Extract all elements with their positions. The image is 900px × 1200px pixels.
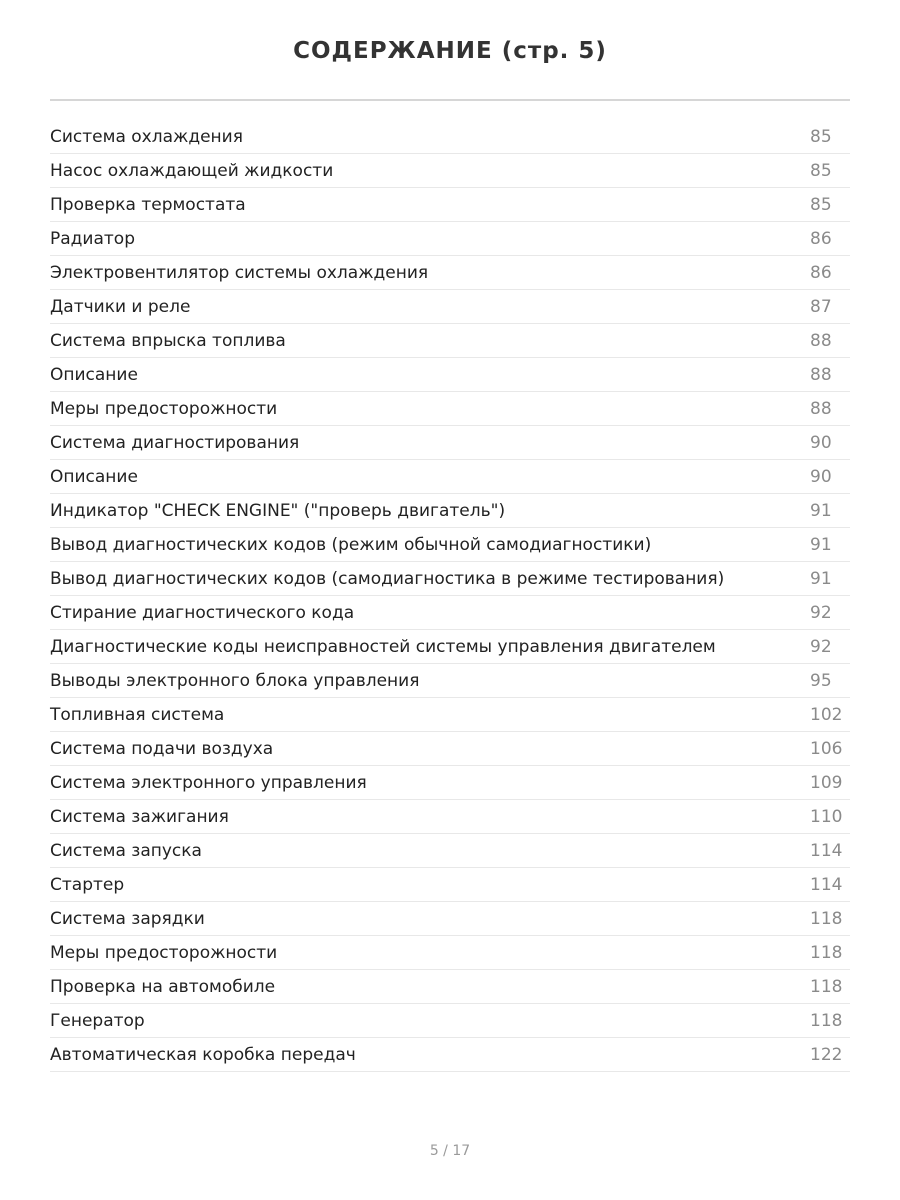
- toc-row[interactable]: [50, 902, 850, 936]
- toc-row[interactable]: [50, 460, 850, 494]
- toc-row[interactable]: [50, 256, 850, 290]
- toc-entry-title: Датчики и реле: [50, 296, 191, 317]
- toc-entry-title: Система зажигания: [50, 806, 229, 827]
- toc-page-number: 91: [810, 500, 832, 521]
- toc-row[interactable]: [50, 120, 850, 154]
- toc-page-number: 91: [810, 568, 832, 589]
- toc-row[interactable]: [50, 494, 850, 528]
- toc-row[interactable]: [50, 1004, 850, 1038]
- toc-entry-title: Система зарядки: [50, 908, 205, 929]
- page-counter: 5 / 17: [429, 1143, 471, 1159]
- toc-entry-title: Генератор: [50, 1010, 145, 1031]
- toc-page-number: 88: [810, 398, 832, 419]
- toc-entry-title: Описание: [50, 364, 138, 385]
- toc-entry-title: Проверка термостата: [50, 194, 246, 215]
- toc-entry-title: Вывод диагностических кодов (режим обычной самодиагностики): [50, 534, 652, 555]
- toc-row[interactable]: [50, 562, 850, 596]
- toc-entry-title: Проверка на автомобиле: [50, 976, 276, 997]
- toc-entry-title: Описание: [50, 466, 138, 487]
- toc-page-number: 118: [810, 976, 843, 997]
- title-divider: [50, 99, 850, 101]
- toc-page-number: 91: [810, 534, 832, 555]
- toc-row[interactable]: [50, 324, 850, 358]
- toc-entry-title: Электровентилятор системы охлаждения: [50, 262, 429, 283]
- toc-row[interactable]: [50, 188, 850, 222]
- toc-page-number: 114: [810, 840, 843, 861]
- toc-page-number: 85: [810, 194, 832, 215]
- toc-row[interactable]: [50, 154, 850, 188]
- toc-entry-title: Система запуска: [50, 840, 202, 861]
- toc-row[interactable]: [50, 936, 850, 970]
- toc-page-number: 110: [810, 806, 843, 827]
- toc-entry-title: Стартер: [50, 874, 125, 895]
- toc-row[interactable]: [50, 1038, 850, 1072]
- page-title: СОДЕРЖАНИЕ (стр. 5): [293, 38, 607, 64]
- toc-page-number: 92: [810, 602, 832, 623]
- toc-row[interactable]: [50, 698, 850, 732]
- toc-entry-title: Система электронного управления: [50, 772, 367, 793]
- toc-row[interactable]: [50, 664, 850, 698]
- toc-row[interactable]: [50, 290, 850, 324]
- toc-entry-title: Система диагностирования: [50, 432, 300, 453]
- toc-page-number: 86: [810, 228, 832, 249]
- toc-entry-title: Система впрыска топлива: [50, 330, 286, 351]
- toc-page-number: 88: [810, 364, 832, 385]
- toc-page-number: 118: [810, 908, 843, 929]
- toc-entry-title: Стирание диагностического кода: [50, 602, 355, 623]
- toc-entry-title: Индикатор "CHECK ENGINE" ("проверь двигатель"): [50, 500, 506, 521]
- toc-entry-title: Система подачи воздуха: [50, 738, 274, 759]
- toc-page-number: 85: [810, 160, 832, 181]
- toc-page-number: 87: [810, 296, 832, 317]
- toc-entry-title: Выводы электронного блока управления: [50, 670, 420, 691]
- toc-entry-title: Диагностические коды неисправностей системы управления двигателем: [50, 636, 716, 657]
- toc-list: [50, 120, 850, 1072]
- toc-page-number: 88: [810, 330, 832, 351]
- toc-row[interactable]: [50, 970, 850, 1004]
- toc-row[interactable]: [50, 358, 850, 392]
- toc-row[interactable]: [50, 800, 850, 834]
- toc-page-number: 86: [810, 262, 832, 283]
- toc-row[interactable]: [50, 732, 850, 766]
- toc-page-number: 114: [810, 874, 843, 895]
- toc-entry-title: Вывод диагностических кодов (самодиагностика в режиме тестирования): [50, 568, 725, 589]
- toc-entry-title: Топливная система: [50, 704, 225, 725]
- toc-row[interactable]: [50, 868, 850, 902]
- toc-page-number: 118: [810, 942, 843, 963]
- toc-row[interactable]: [50, 766, 850, 800]
- toc-entry-title: Меры предосторожности: [50, 398, 278, 419]
- toc-page-number: 109: [810, 772, 843, 793]
- toc-entry-title: Насос охлаждающей жидкости: [50, 160, 334, 181]
- toc-page-number: 106: [810, 738, 843, 759]
- toc-entry-title: Автоматическая коробка передач: [50, 1044, 356, 1065]
- toc-entry-title: Радиатор: [50, 228, 135, 249]
- toc-page-number: 92: [810, 636, 832, 657]
- toc-row[interactable]: [50, 392, 850, 426]
- toc-page-number: 118: [810, 1010, 843, 1031]
- toc-entry-title: Меры предосторожности: [50, 942, 278, 963]
- toc-page-number: 95: [810, 670, 832, 691]
- toc-page-number: 102: [810, 704, 843, 725]
- toc-row[interactable]: [50, 222, 850, 256]
- toc-row[interactable]: [50, 426, 850, 460]
- toc-page-number: 90: [810, 466, 832, 487]
- toc-row[interactable]: [50, 528, 850, 562]
- toc-row[interactable]: [50, 630, 850, 664]
- toc-entry-title: Система охлаждения: [50, 126, 243, 147]
- toc-page-number: 90: [810, 432, 832, 453]
- toc-row[interactable]: [50, 834, 850, 868]
- toc-row[interactable]: [50, 596, 850, 630]
- toc-page-number: 85: [810, 126, 832, 147]
- toc-page-number: 122: [810, 1044, 843, 1065]
